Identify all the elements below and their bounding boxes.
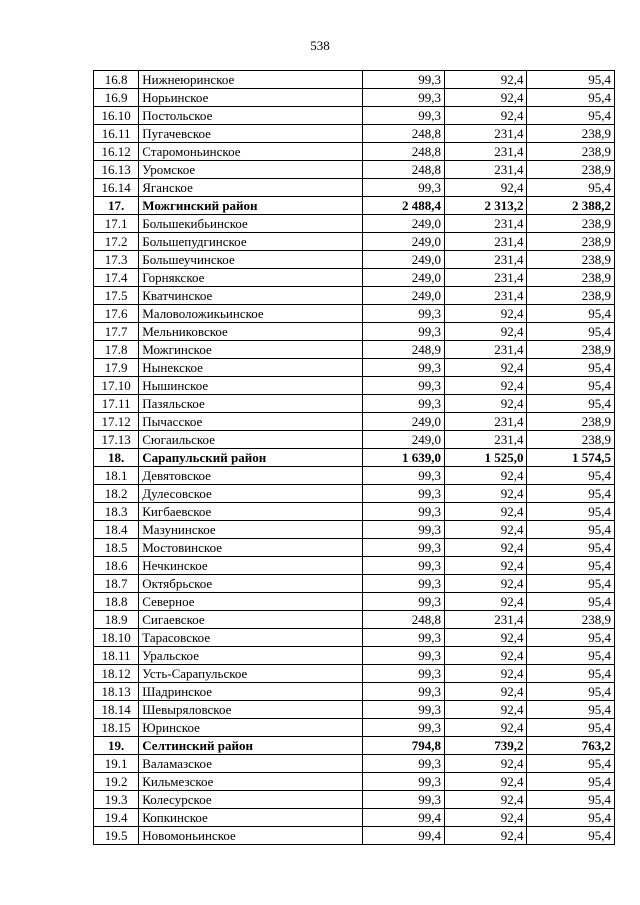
value-2-cell: 92,4 bbox=[445, 557, 527, 575]
table-row bbox=[94, 251, 615, 269]
value-2-cell: 92,4 bbox=[445, 701, 527, 719]
table-row bbox=[94, 683, 615, 701]
table-row bbox=[94, 629, 615, 647]
value-3-cell: 95,4 bbox=[527, 485, 615, 503]
municipality-name-cell: Можгинское bbox=[139, 341, 362, 359]
value-1-cell: 248,9 bbox=[362, 341, 444, 359]
municipality-name-cell: Нижнеюринское bbox=[139, 71, 362, 89]
value-1-cell: 99,3 bbox=[362, 305, 444, 323]
value-3-cell: 763,2 bbox=[527, 737, 615, 755]
value-2-cell: 92,4 bbox=[445, 395, 527, 413]
municipality-name-cell: Сюгаильское bbox=[139, 431, 362, 449]
table-row bbox=[94, 269, 615, 287]
value-2-cell: 92,4 bbox=[445, 593, 527, 611]
value-3-cell: 95,4 bbox=[527, 107, 615, 125]
row-number-cell: 16.12 bbox=[94, 143, 139, 161]
value-3-cell: 95,4 bbox=[527, 89, 615, 107]
table-row bbox=[94, 755, 615, 773]
table-row bbox=[94, 521, 615, 539]
municipality-name-cell: Пычасское bbox=[139, 413, 362, 431]
municipality-name-cell: Новомоньинское bbox=[139, 827, 362, 845]
table-row bbox=[94, 557, 615, 575]
value-2-cell: 92,4 bbox=[445, 503, 527, 521]
municipality-name-cell: Тарасовское bbox=[139, 629, 362, 647]
table-row bbox=[94, 143, 615, 161]
table-row bbox=[94, 287, 615, 305]
row-number-cell: 17.7 bbox=[94, 323, 139, 341]
table-row bbox=[94, 305, 615, 323]
row-number-cell: 18.3 bbox=[94, 503, 139, 521]
table-row bbox=[94, 89, 615, 107]
value-2-cell: 231,4 bbox=[445, 287, 527, 305]
row-number-cell: 17.2 bbox=[94, 233, 139, 251]
table-row bbox=[94, 323, 615, 341]
value-1-cell: 99,3 bbox=[362, 71, 444, 89]
value-1-cell: 99,3 bbox=[362, 755, 444, 773]
municipality-name-cell: Нечкинское bbox=[139, 557, 362, 575]
value-1-cell: 99,3 bbox=[362, 647, 444, 665]
row-number-cell: 17.11 bbox=[94, 395, 139, 413]
municipality-name-cell: Мельниковское bbox=[139, 323, 362, 341]
value-3-cell: 95,4 bbox=[527, 179, 615, 197]
value-2-cell: 231,4 bbox=[445, 233, 527, 251]
municipality-name-cell: Октябрьское bbox=[139, 575, 362, 593]
table-row bbox=[94, 377, 615, 395]
row-number-cell: 18.8 bbox=[94, 593, 139, 611]
value-3-cell: 2 388,2 bbox=[527, 197, 615, 215]
table-row bbox=[94, 431, 615, 449]
value-1-cell: 99,3 bbox=[362, 107, 444, 125]
table-row bbox=[94, 215, 615, 233]
value-3-cell: 95,4 bbox=[527, 377, 615, 395]
value-2-cell: 92,4 bbox=[445, 323, 527, 341]
value-2-cell: 92,4 bbox=[445, 359, 527, 377]
municipality-name-cell: Большепудгинское bbox=[139, 233, 362, 251]
value-3-cell: 95,4 bbox=[527, 809, 615, 827]
row-number-cell: 16.13 bbox=[94, 161, 139, 179]
value-3-cell: 95,4 bbox=[527, 755, 615, 773]
value-3-cell: 238,9 bbox=[527, 611, 615, 629]
value-1-cell: 99,3 bbox=[362, 485, 444, 503]
municipality-name-cell: Валамазское bbox=[139, 755, 362, 773]
value-2-cell: 92,4 bbox=[445, 467, 527, 485]
value-3-cell: 95,4 bbox=[527, 395, 615, 413]
table-row bbox=[94, 161, 615, 179]
municipality-name-cell: Горнякское bbox=[139, 269, 362, 287]
value-2-cell: 92,4 bbox=[445, 539, 527, 557]
value-3-cell: 95,4 bbox=[527, 719, 615, 737]
value-1-cell: 1 639,0 bbox=[362, 449, 444, 467]
value-3-cell: 238,9 bbox=[527, 413, 615, 431]
table-row bbox=[94, 701, 615, 719]
row-number-cell: 18. bbox=[94, 449, 139, 467]
municipality-name-cell: Селтинский район bbox=[139, 737, 362, 755]
municipality-name-cell: Старомоньинское bbox=[139, 143, 362, 161]
value-1-cell: 99,3 bbox=[362, 593, 444, 611]
value-1-cell: 249,0 bbox=[362, 269, 444, 287]
value-1-cell: 99,3 bbox=[362, 701, 444, 719]
value-2-cell: 92,4 bbox=[445, 521, 527, 539]
row-number-cell: 19.3 bbox=[94, 791, 139, 809]
value-1-cell: 249,0 bbox=[362, 215, 444, 233]
value-2-cell: 92,4 bbox=[445, 683, 527, 701]
value-3-cell: 238,9 bbox=[527, 341, 615, 359]
value-1-cell: 99,3 bbox=[362, 719, 444, 737]
table-row bbox=[94, 809, 615, 827]
value-3-cell: 238,9 bbox=[527, 215, 615, 233]
value-3-cell: 95,4 bbox=[527, 323, 615, 341]
value-1-cell: 99,4 bbox=[362, 809, 444, 827]
row-number-cell: 17.1 bbox=[94, 215, 139, 233]
table-row bbox=[94, 539, 615, 557]
table-row bbox=[94, 647, 615, 665]
row-number-cell: 17. bbox=[94, 197, 139, 215]
table-row bbox=[94, 575, 615, 593]
municipality-name-cell: Колесурское bbox=[139, 791, 362, 809]
value-2-cell: 92,4 bbox=[445, 89, 527, 107]
value-2-cell: 231,4 bbox=[445, 431, 527, 449]
table-row bbox=[94, 773, 615, 791]
municipality-name-cell: Мазунинское bbox=[139, 521, 362, 539]
municipality-name-cell: Копкинское bbox=[139, 809, 362, 827]
value-3-cell: 95,4 bbox=[527, 629, 615, 647]
table-row bbox=[94, 593, 615, 611]
value-3-cell: 238,9 bbox=[527, 431, 615, 449]
table-row-district-total bbox=[94, 197, 615, 215]
row-number-cell: 17.5 bbox=[94, 287, 139, 305]
table-row bbox=[94, 125, 615, 143]
value-3-cell: 95,4 bbox=[527, 557, 615, 575]
table-row bbox=[94, 611, 615, 629]
row-number-cell: 17.6 bbox=[94, 305, 139, 323]
table-row bbox=[94, 233, 615, 251]
value-2-cell: 92,4 bbox=[445, 719, 527, 737]
value-3-cell: 95,4 bbox=[527, 827, 615, 845]
row-number-cell: 18.10 bbox=[94, 629, 139, 647]
municipality-name-cell: Постольское bbox=[139, 107, 362, 125]
value-3-cell: 95,4 bbox=[527, 593, 615, 611]
municipality-name-cell: Уральское bbox=[139, 647, 362, 665]
municipality-name-cell: Пазяльское bbox=[139, 395, 362, 413]
value-1-cell: 99,3 bbox=[362, 521, 444, 539]
value-3-cell: 95,4 bbox=[527, 305, 615, 323]
row-number-cell: 17.4 bbox=[94, 269, 139, 287]
value-2-cell: 92,4 bbox=[445, 755, 527, 773]
value-1-cell: 99,3 bbox=[362, 557, 444, 575]
value-1-cell: 99,3 bbox=[362, 575, 444, 593]
table-row bbox=[94, 665, 615, 683]
value-3-cell: 95,4 bbox=[527, 539, 615, 557]
table-row-district-total bbox=[94, 449, 615, 467]
row-number-cell: 17.13 bbox=[94, 431, 139, 449]
value-2-cell: 92,4 bbox=[445, 305, 527, 323]
table-row bbox=[94, 341, 615, 359]
value-2-cell: 739,2 bbox=[445, 737, 527, 755]
municipality-name-cell: Сарапульский район bbox=[139, 449, 362, 467]
value-1-cell: 249,0 bbox=[362, 233, 444, 251]
row-number-cell: 17.8 bbox=[94, 341, 139, 359]
value-1-cell: 248,8 bbox=[362, 125, 444, 143]
row-number-cell: 16.9 bbox=[94, 89, 139, 107]
row-number-cell: 17.3 bbox=[94, 251, 139, 269]
value-1-cell: 99,3 bbox=[362, 773, 444, 791]
row-number-cell: 16.10 bbox=[94, 107, 139, 125]
table-row bbox=[94, 791, 615, 809]
row-number-cell: 18.1 bbox=[94, 467, 139, 485]
value-1-cell: 99,4 bbox=[362, 827, 444, 845]
value-1-cell: 248,8 bbox=[362, 611, 444, 629]
row-number-cell: 19.5 bbox=[94, 827, 139, 845]
municipality-name-cell: Уромское bbox=[139, 161, 362, 179]
row-number-cell: 19.4 bbox=[94, 809, 139, 827]
value-2-cell: 231,4 bbox=[445, 125, 527, 143]
municipality-name-cell: Мостовинское bbox=[139, 539, 362, 557]
value-1-cell: 249,0 bbox=[362, 251, 444, 269]
value-3-cell: 238,9 bbox=[527, 251, 615, 269]
municipality-name-cell: Шевыряловское bbox=[139, 701, 362, 719]
row-number-cell: 17.12 bbox=[94, 413, 139, 431]
value-1-cell: 99,3 bbox=[362, 467, 444, 485]
value-3-cell: 95,4 bbox=[527, 467, 615, 485]
value-2-cell: 92,4 bbox=[445, 485, 527, 503]
value-1-cell: 99,3 bbox=[362, 395, 444, 413]
value-2-cell: 92,4 bbox=[445, 647, 527, 665]
municipality-name-cell: Большеучинское bbox=[139, 251, 362, 269]
municipality-name-cell: Кватчинское bbox=[139, 287, 362, 305]
municipality-name-cell: Большекибьинское bbox=[139, 215, 362, 233]
value-1-cell: 99,3 bbox=[362, 539, 444, 557]
municipality-name-cell: Яганское bbox=[139, 179, 362, 197]
value-2-cell: 231,4 bbox=[445, 143, 527, 161]
value-2-cell: 92,4 bbox=[445, 377, 527, 395]
value-1-cell: 248,8 bbox=[362, 143, 444, 161]
value-1-cell: 99,3 bbox=[362, 179, 444, 197]
page-number: 538 bbox=[310, 38, 330, 53]
municipality-name-cell: Девятовское bbox=[139, 467, 362, 485]
municipality-name-cell: Кигбаевское bbox=[139, 503, 362, 521]
table-row bbox=[94, 413, 615, 431]
municipality-name-cell: Норьинское bbox=[139, 89, 362, 107]
row-number-cell: 18.15 bbox=[94, 719, 139, 737]
value-3-cell: 95,4 bbox=[527, 71, 615, 89]
value-2-cell: 231,4 bbox=[445, 413, 527, 431]
value-3-cell: 95,4 bbox=[527, 575, 615, 593]
table-row bbox=[94, 467, 615, 485]
municipality-name-cell: Юринское bbox=[139, 719, 362, 737]
value-2-cell: 92,4 bbox=[445, 71, 527, 89]
value-1-cell: 2 488,4 bbox=[362, 197, 444, 215]
row-number-cell: 17.10 bbox=[94, 377, 139, 395]
value-3-cell: 238,9 bbox=[527, 143, 615, 161]
value-3-cell: 238,9 bbox=[527, 269, 615, 287]
value-1-cell: 249,0 bbox=[362, 431, 444, 449]
value-2-cell: 231,4 bbox=[445, 251, 527, 269]
value-2-cell: 92,4 bbox=[445, 179, 527, 197]
budget-table bbox=[93, 70, 615, 845]
value-3-cell: 95,4 bbox=[527, 503, 615, 521]
table-row-district-total bbox=[94, 737, 615, 755]
municipality-name-cell: Дулесовское bbox=[139, 485, 362, 503]
value-3-cell: 95,4 bbox=[527, 791, 615, 809]
row-number-cell: 19.2 bbox=[94, 773, 139, 791]
row-number-cell: 17.9 bbox=[94, 359, 139, 377]
table-row bbox=[94, 719, 615, 737]
value-3-cell: 95,4 bbox=[527, 665, 615, 683]
municipality-name-cell: Нынекское bbox=[139, 359, 362, 377]
value-2-cell: 1 525,0 bbox=[445, 449, 527, 467]
value-2-cell: 92,4 bbox=[445, 629, 527, 647]
table-row bbox=[94, 71, 615, 89]
value-1-cell: 249,0 bbox=[362, 287, 444, 305]
row-number-cell: 18.2 bbox=[94, 485, 139, 503]
value-2-cell: 231,4 bbox=[445, 341, 527, 359]
value-1-cell: 99,3 bbox=[362, 791, 444, 809]
value-2-cell: 92,4 bbox=[445, 575, 527, 593]
value-1-cell: 99,3 bbox=[362, 89, 444, 107]
row-number-cell: 18.4 bbox=[94, 521, 139, 539]
table-row bbox=[94, 485, 615, 503]
municipality-name-cell: Северное bbox=[139, 593, 362, 611]
row-number-cell: 18.9 bbox=[94, 611, 139, 629]
value-1-cell: 99,3 bbox=[362, 359, 444, 377]
value-1-cell: 99,3 bbox=[362, 683, 444, 701]
table-row bbox=[94, 395, 615, 413]
value-3-cell: 95,4 bbox=[527, 683, 615, 701]
row-number-cell: 18.13 bbox=[94, 683, 139, 701]
value-1-cell: 99,3 bbox=[362, 503, 444, 521]
municipality-name-cell: Шадринское bbox=[139, 683, 362, 701]
table-row bbox=[94, 827, 615, 845]
table-row bbox=[94, 107, 615, 125]
value-3-cell: 95,4 bbox=[527, 359, 615, 377]
municipality-name-cell: Усть-Сарапульское bbox=[139, 665, 362, 683]
value-3-cell: 95,4 bbox=[527, 701, 615, 719]
row-number-cell: 18.12 bbox=[94, 665, 139, 683]
value-1-cell: 249,0 bbox=[362, 413, 444, 431]
municipality-name-cell: Кильмезское bbox=[139, 773, 362, 791]
value-3-cell: 95,4 bbox=[527, 521, 615, 539]
municipality-name-cell: Можгинский район bbox=[139, 197, 362, 215]
value-2-cell: 92,4 bbox=[445, 665, 527, 683]
value-3-cell: 238,9 bbox=[527, 161, 615, 179]
table-row bbox=[94, 179, 615, 197]
table-row bbox=[94, 359, 615, 377]
value-3-cell: 238,9 bbox=[527, 233, 615, 251]
value-2-cell: 92,4 bbox=[445, 791, 527, 809]
value-2-cell: 92,4 bbox=[445, 827, 527, 845]
row-number-cell: 18.14 bbox=[94, 701, 139, 719]
row-number-cell: 18.11 bbox=[94, 647, 139, 665]
row-number-cell: 18.7 bbox=[94, 575, 139, 593]
value-2-cell: 231,4 bbox=[445, 611, 527, 629]
value-2-cell: 92,4 bbox=[445, 107, 527, 125]
value-1-cell: 794,8 bbox=[362, 737, 444, 755]
municipality-name-cell: Нышинское bbox=[139, 377, 362, 395]
row-number-cell: 16.11 bbox=[94, 125, 139, 143]
table-body bbox=[94, 71, 615, 845]
municipality-name-cell: Сигаевское bbox=[139, 611, 362, 629]
value-3-cell: 238,9 bbox=[527, 125, 615, 143]
value-2-cell: 92,4 bbox=[445, 809, 527, 827]
value-2-cell: 231,4 bbox=[445, 161, 527, 179]
value-1-cell: 248,8 bbox=[362, 161, 444, 179]
value-2-cell: 231,4 bbox=[445, 269, 527, 287]
value-2-cell: 231,4 bbox=[445, 215, 527, 233]
value-3-cell: 95,4 bbox=[527, 647, 615, 665]
value-1-cell: 99,3 bbox=[362, 323, 444, 341]
row-number-cell: 18.5 bbox=[94, 539, 139, 557]
municipality-name-cell: Пугачевское bbox=[139, 125, 362, 143]
row-number-cell: 19. bbox=[94, 737, 139, 755]
value-3-cell: 95,4 bbox=[527, 773, 615, 791]
value-1-cell: 99,3 bbox=[362, 665, 444, 683]
value-3-cell: 1 574,5 bbox=[527, 449, 615, 467]
value-2-cell: 2 313,2 bbox=[445, 197, 527, 215]
municipality-name-cell: Маловоложикьинское bbox=[139, 305, 362, 323]
value-3-cell: 238,9 bbox=[527, 287, 615, 305]
row-number-cell: 18.6 bbox=[94, 557, 139, 575]
row-number-cell: 16.14 bbox=[94, 179, 139, 197]
value-1-cell: 99,3 bbox=[362, 377, 444, 395]
row-number-cell: 16.8 bbox=[94, 71, 139, 89]
row-number-cell: 19.1 bbox=[94, 755, 139, 773]
value-1-cell: 99,3 bbox=[362, 629, 444, 647]
table-row bbox=[94, 503, 615, 521]
value-2-cell: 92,4 bbox=[445, 773, 527, 791]
